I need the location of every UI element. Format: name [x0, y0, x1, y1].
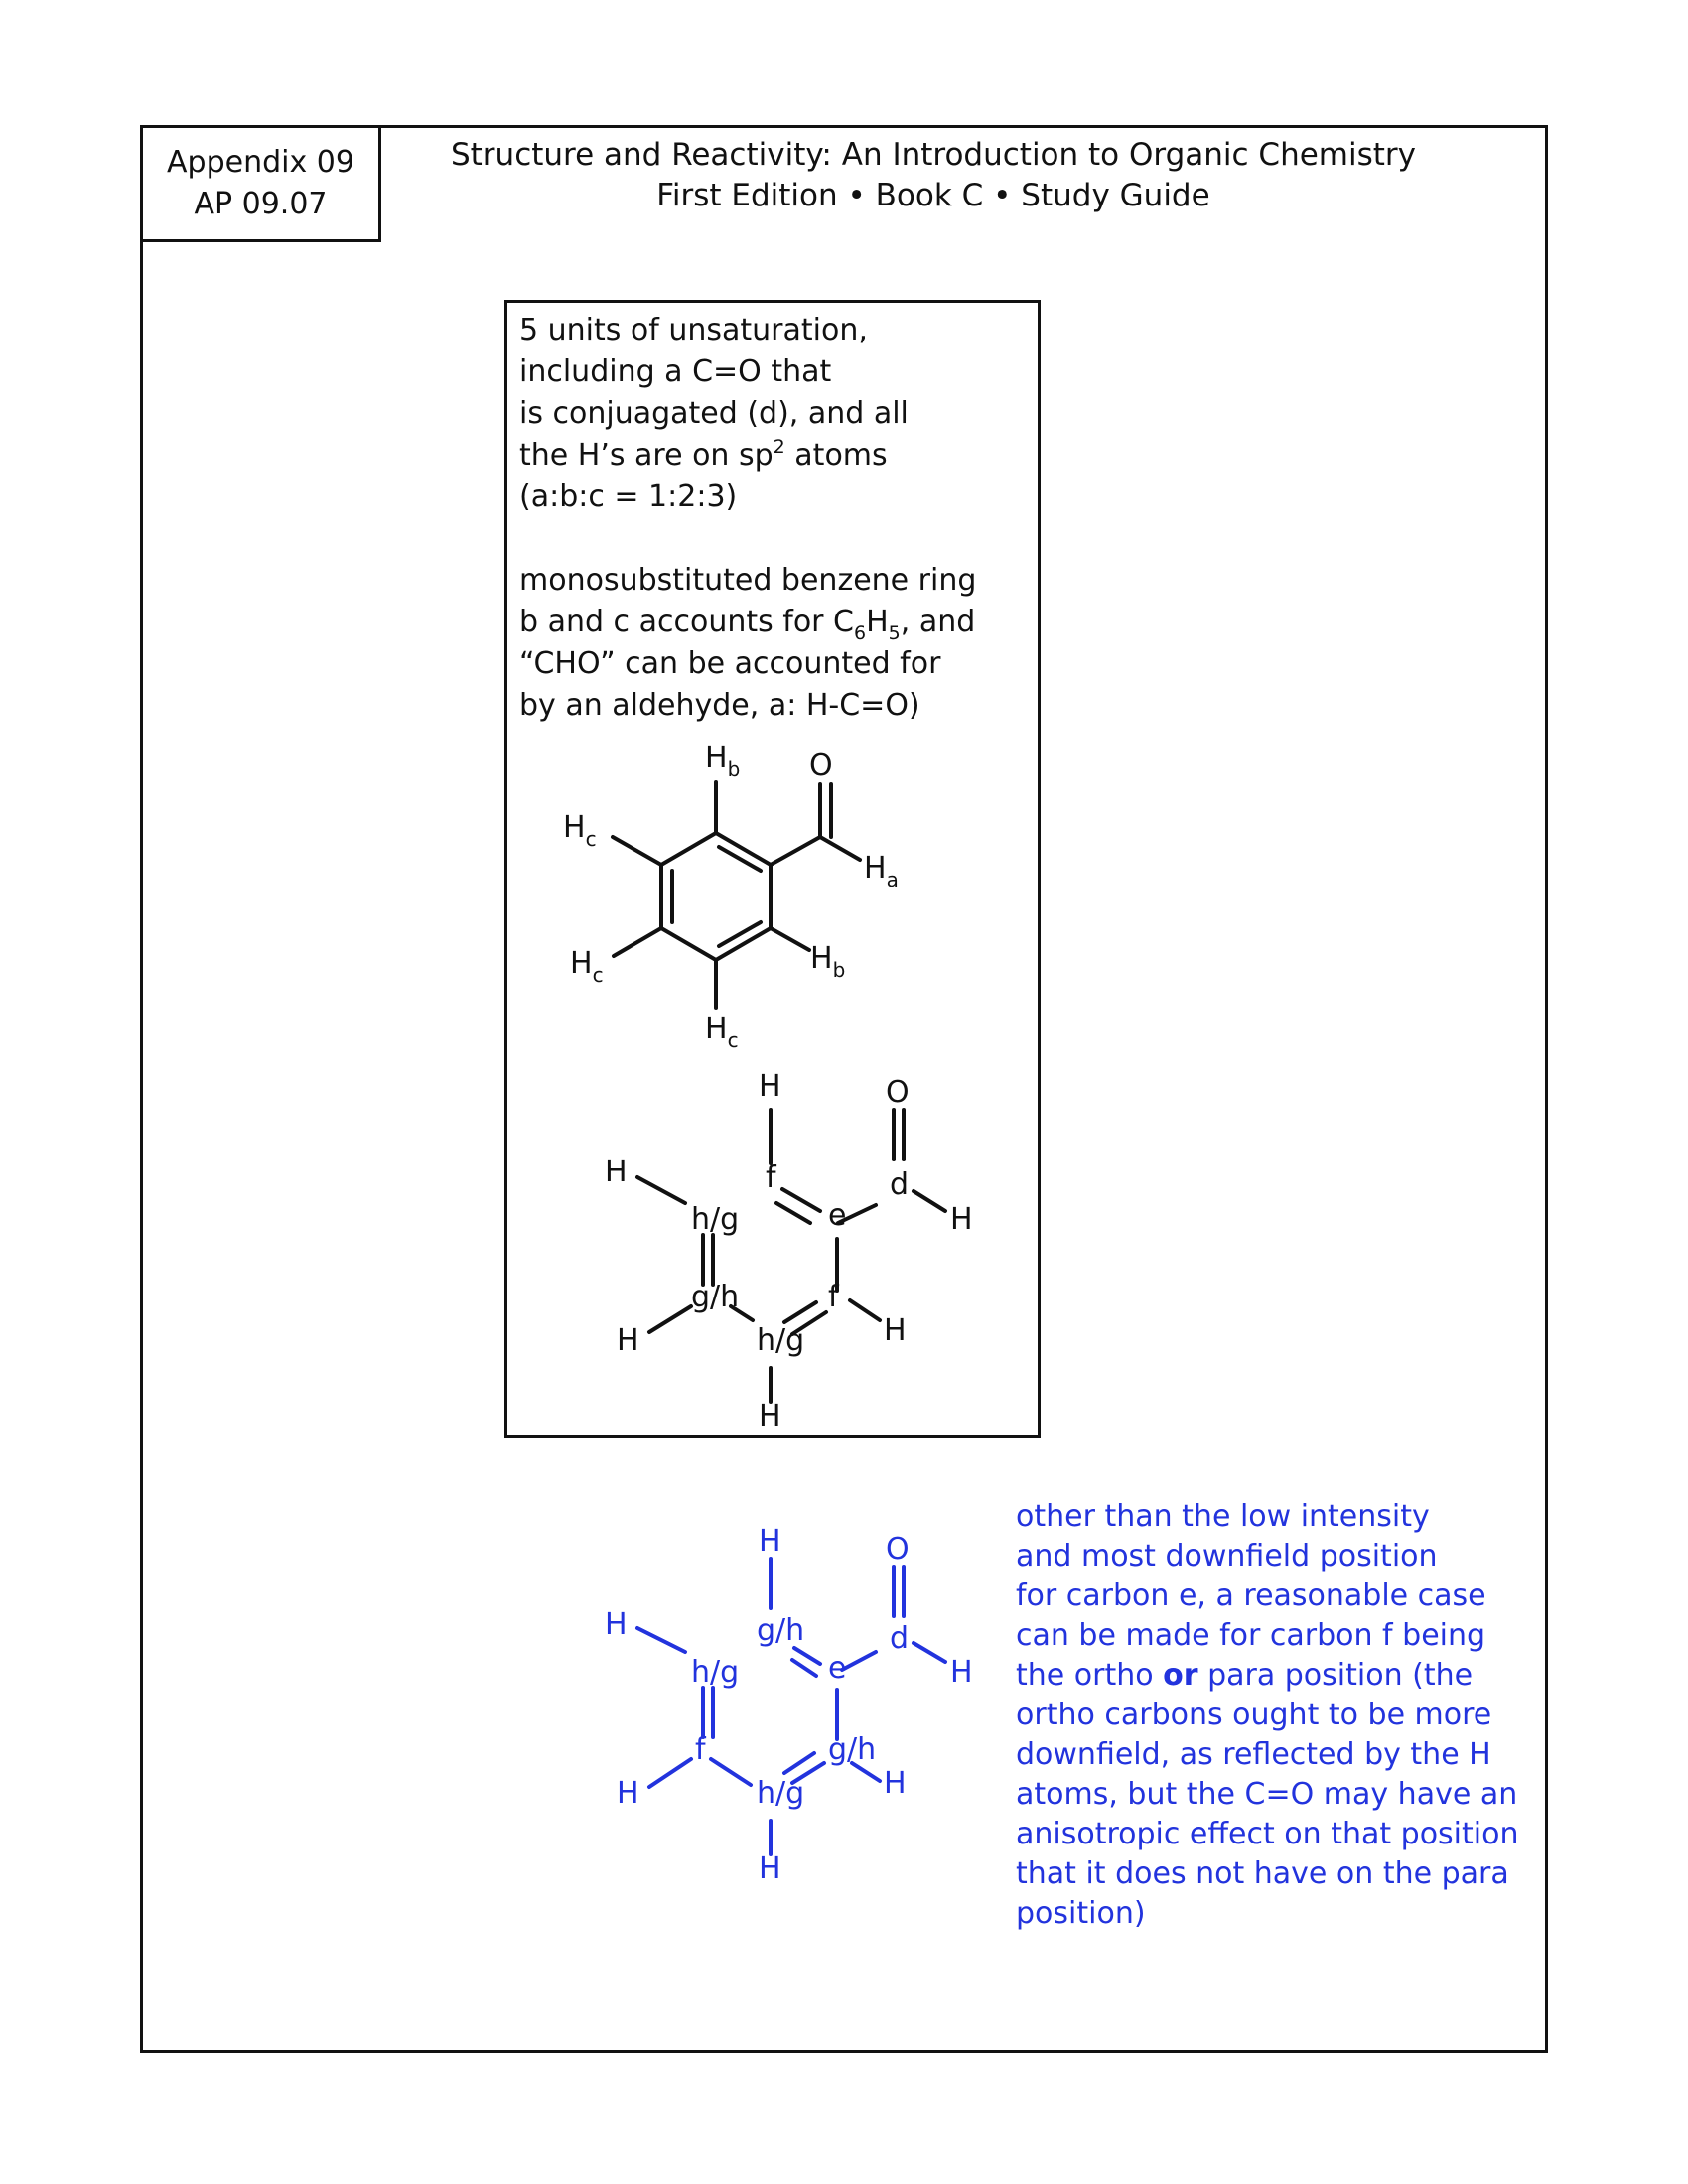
carbon-d-label: d	[890, 1167, 910, 1202]
edition-line: First Edition • Book C • Study Guide	[656, 178, 1210, 213]
para2-line1: monosubstituted benzene ring	[519, 563, 977, 598]
para1-line5: (a:b:c = 1:2:3)	[519, 479, 738, 514]
carbon-f-right-label: f	[828, 1280, 839, 1314]
c6-subscript: 6	[854, 622, 867, 644]
blue-h-right-label: H	[884, 1766, 907, 1801]
appendix-label: Appendix 09	[167, 145, 354, 180]
h-right-label: H	[884, 1313, 907, 1348]
note-line5: the ortho	[1016, 1658, 1164, 1693]
h-bottom-label: H	[759, 1399, 781, 1433]
blue-carbon-f-label: f	[695, 1732, 706, 1767]
page-code: AP 09.07	[194, 187, 328, 221]
para1-line3: is conjuagated (d), and all	[519, 396, 909, 431]
blue-h-aldehyde-label: H	[950, 1655, 973, 1690]
para2-line2-h: H	[866, 605, 889, 639]
carbon-hg-bottom-label: h/g	[757, 1323, 805, 1358]
para2-line4: by an aldehyde, a: H-C=O)	[519, 688, 920, 723]
structure2-labels	[605, 1069, 973, 1433]
blue-carbon-e-label: e	[828, 1651, 847, 1686]
sp2-superscript: 2	[773, 436, 785, 458]
blue-carbon-d-label: d	[890, 1621, 910, 1656]
oxygen-label-1: O	[809, 749, 833, 783]
hc-upper-label: $H_c$	[563, 810, 597, 851]
blue-carbon-hg-left-label: h/g	[691, 1655, 740, 1690]
hc-bottom-label: $H_c$	[705, 1012, 739, 1052]
para1-line4-end: atoms	[784, 438, 888, 473]
hb-right-label: $H_b$	[810, 941, 846, 982]
blue-h-top-label: H	[759, 1524, 781, 1559]
para2-line3: “CHO” can be accounted for	[519, 646, 941, 681]
para1-line1: 5 units of unsaturation,	[519, 313, 868, 347]
note-line7: downfield, as reflected by the H	[1016, 1737, 1491, 1772]
book-title: Structure and Reactivity: An Introduction to Organic Chemistry	[450, 137, 1417, 173]
oxygen-label-2: O	[886, 1075, 910, 1110]
para2-line2: b and c accounts for C	[519, 605, 855, 639]
assignment-note	[1016, 1497, 1532, 1934]
carbon-gh-label: g/h	[691, 1280, 740, 1314]
h-left-label: H	[605, 1155, 628, 1189]
carbon-f-top-label: f	[766, 1160, 776, 1195]
blue-carbon-gh-right-label: g/h	[828, 1732, 877, 1767]
blue-h-left-label: H	[605, 1607, 628, 1642]
hc-lower-label: $H_c$	[570, 946, 604, 987]
para1-line2: including a C=O that	[519, 354, 832, 389]
para1-line4: the H’s are on sp	[519, 438, 774, 473]
structure3-labels	[605, 1524, 973, 1886]
h-aldehyde-label: H	[950, 1202, 973, 1237]
note-line9: anisotropic effect on that position	[1016, 1817, 1519, 1851]
note-line2: and most downfield position	[1016, 1539, 1438, 1573]
note-line1: other than the low intensity	[1016, 1499, 1430, 1534]
note-line10: that it does not have on the para	[1016, 1856, 1509, 1891]
carbon-e-label: e	[828, 1198, 847, 1233]
note-line3: for carbon e, a reasonable case	[1016, 1578, 1486, 1613]
note-bold-or: or	[1163, 1658, 1198, 1693]
blue-h-lower-left-label: H	[617, 1776, 639, 1811]
blue-oxygen-label: O	[886, 1532, 910, 1567]
para2-line2-end: , and	[900, 605, 976, 639]
note-line5-end: para position (the	[1197, 1658, 1474, 1693]
ha-label: $H_a$	[864, 851, 899, 891]
h-top-label: H	[759, 1069, 781, 1104]
blue-carbon-hg-bottom-label: h/g	[757, 1776, 805, 1811]
note-line11: position)	[1016, 1896, 1146, 1931]
h5-subscript: 5	[888, 622, 901, 644]
blue-h-bottom-label: H	[759, 1851, 781, 1886]
carbon-hg-left-label: h/g	[691, 1202, 740, 1237]
blue-carbon-gh-top-label: g/h	[757, 1613, 805, 1648]
note-line6: ortho carbons ought to be more	[1016, 1698, 1492, 1732]
structure1-labels	[563, 741, 899, 1052]
h-lower-left-label: H	[617, 1323, 639, 1358]
hb-top-label: $H_b$	[705, 741, 741, 781]
note-line4: can be made for carbon f being	[1016, 1618, 1486, 1653]
note-line8: atoms, but the C=O may have an	[1016, 1777, 1518, 1812]
